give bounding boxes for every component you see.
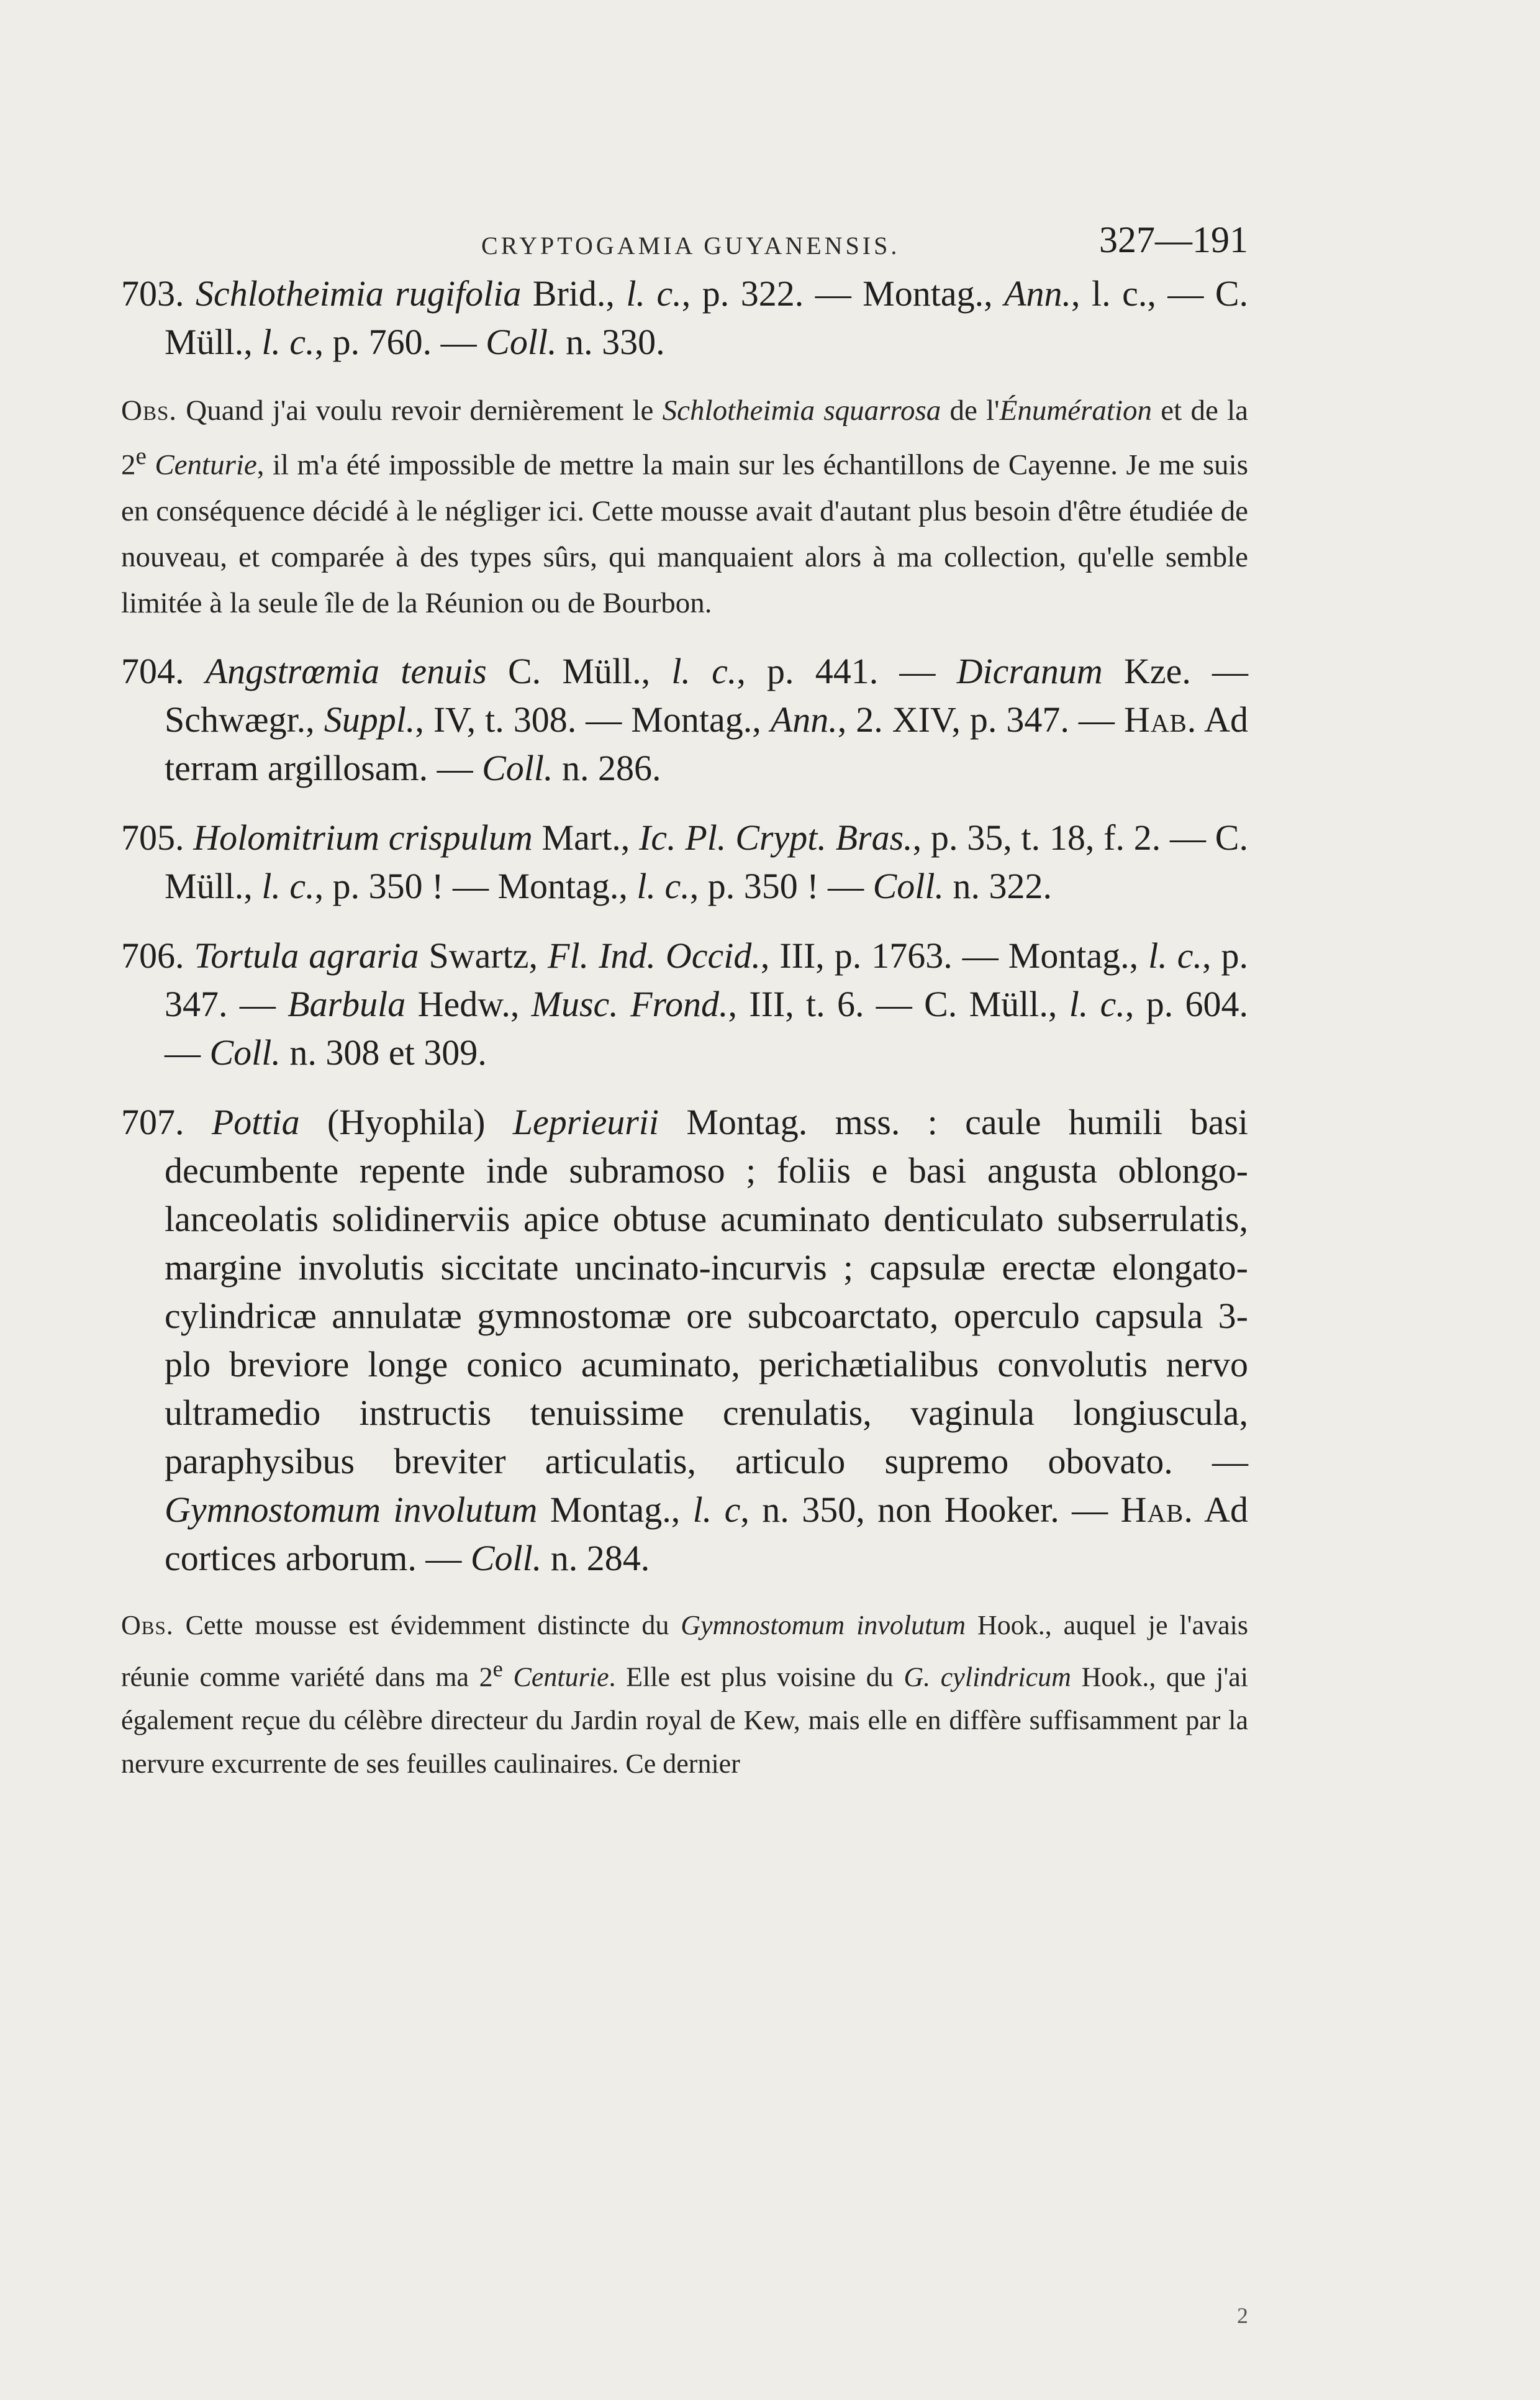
obs-italic: Centurie (513, 1661, 609, 1693)
citation-abbrev: Ann. (1004, 273, 1072, 314)
synonym-name: Gymnostomum involutum (165, 1489, 538, 1530)
obs-italic: Énumération (999, 394, 1153, 427)
signature-mark: 2 (1237, 2303, 1248, 2328)
citation-abbrev: l. c. (261, 865, 315, 906)
species-name: Tortula agraria (194, 935, 419, 976)
entry-706 (121, 932, 1248, 1077)
entry-text: , III, p. 1763. — Montag., (760, 935, 1149, 976)
running-head (121, 219, 1248, 262)
entry-number: 705. (121, 817, 184, 858)
species-name: Angstrœmia tenuis (205, 650, 487, 691)
genus-name: Pottia (211, 1101, 300, 1142)
superscript: e (492, 1655, 503, 1681)
citation-abbrev: Suppl. (324, 699, 415, 740)
entry-text: Ad cortices arborum. — (165, 1489, 1248, 1578)
observation-note (121, 1604, 1248, 1786)
running-title: CRYPTOGAMIA GUYANENSIS. (481, 232, 900, 260)
entry-705 (121, 814, 1248, 911)
citation-abbrev: l. c. (626, 273, 682, 314)
entry-text: n. 330. (556, 322, 665, 362)
citation-abbrev: Ann. (770, 699, 838, 740)
species-name: Holomitrium crispulum (193, 817, 533, 858)
obs-text: et de la 2 (121, 394, 1248, 481)
obs-italic: Centurie (155, 448, 257, 481)
obs-text: Cette mousse est évidemment distincte du (173, 1609, 681, 1640)
obs-italic: Gymnostomum involutum (681, 1609, 966, 1640)
collection-label: Coll. (872, 865, 944, 906)
superscript: e (135, 443, 147, 470)
entry-703 (121, 270, 1248, 366)
citation-abbrev: l. c. (636, 865, 690, 906)
entry-number: 707. (121, 1101, 184, 1142)
citation-abbrev: l. c. (671, 650, 737, 691)
obs-text: , il m'a été impossible de mettre la main sur les échantillons de Cayenne. Je me suis en conséquence décidé à le négliger ici. Cette mousse avait d'autant plus besoin d'être étudiée de nouveau, et comparée à des types sûrs, qui manquaient alors à ma collection, qu'elle semble limitée à la seule île de la Réunion ou de Bourbon. (121, 448, 1248, 619)
collection-label: Coll. (209, 1032, 281, 1073)
entry-text: , p. 760. — (314, 322, 486, 362)
species-description: Montag. mss. : caule humili basi decumbente repente inde subramoso ; foliis e basi angusta oblongo-lanceolatis solidinerviis apice obtuse acuminato denticulato subserrulatis, margine involutis siccitate uncinato-incurvis ; capsulæ erectæ elongato-cylindricæ annulatæ gymnostomæ ore subcoarctato, operculo capsula 3-plo breviore longe conico acuminato, perichætialibus convolutis nervo ultramedio instructis tenuissime crenulatis, vaginula longiuscula, paraphysibus breviter articulatis, articulo supremo obovato. — (165, 1101, 1248, 1481)
entry-text: n. 286. (553, 747, 661, 788)
entry-text: Ad terram argillosam. — (165, 699, 1249, 788)
entry-text: Swartz, (419, 935, 548, 976)
obs-label: Obs. (121, 1609, 174, 1640)
entry-number: 704. (121, 650, 184, 691)
entry-number: 706. (121, 935, 184, 976)
text-block (121, 219, 1249, 2328)
page-number: 327—191 (1099, 219, 1248, 260)
citation-abbrev: l. c. (261, 322, 315, 362)
obs-text: Quand j'ai voulu revoir dernièrement le (177, 394, 663, 427)
citation-abbrev: l. c. (1148, 935, 1203, 976)
entry-text: , p. 350 ! — Montag., (314, 865, 637, 906)
entry-text: , p. 441. — (736, 650, 957, 691)
citation-abbrev: l. c. (1069, 983, 1125, 1024)
entry-text: C. Müll., (486, 650, 672, 691)
entry-text: , l. c., — C. Müll., (165, 273, 1248, 362)
entry-text: Brid., (521, 273, 627, 314)
species-name: Leprieurii (512, 1101, 659, 1142)
entry-text: , IV, t. 308. — Montag., (415, 699, 771, 740)
citation-abbrev: Fl. Ind. Occid. (548, 935, 761, 976)
habitat-label: Hab. (1123, 699, 1197, 740)
collection-label: Coll. (486, 322, 557, 362)
habitat-label: Hab. (1120, 1489, 1194, 1530)
obs-text (147, 449, 155, 481)
entry-text: , p. 347. — (165, 935, 1249, 1024)
obs-italic: G. cylindricum (904, 1661, 1071, 1693)
entry-number: 703. (121, 273, 184, 314)
entry-text: n. 308 et 309. (280, 1032, 487, 1073)
entry-text: , n. 350, non Hooker. — (740, 1489, 1121, 1530)
entry-text: n. 322. (944, 865, 1053, 906)
observation-note (121, 388, 1248, 626)
citation-abbrev: Ic. Pl. Crypt. Bras. (639, 817, 913, 858)
entry-text: Montag., (537, 1489, 693, 1530)
entry-text: , p. 604. — (165, 983, 1249, 1073)
collection-label: Coll. (470, 1537, 542, 1578)
obs-text: Hook., auquel je l'avais réunie comme variété dans ma 2 (121, 1609, 1248, 1693)
entry-text: Mart., (532, 817, 640, 858)
entry-704 (121, 647, 1248, 793)
entry-text: , p. 350 ! — (689, 865, 873, 906)
obs-label: Obs. (121, 394, 178, 427)
entry-text: Hedw., (405, 983, 532, 1024)
entry-text: n. 284. (541, 1537, 650, 1578)
citation-abbrev: Musc. Frond. (531, 983, 728, 1024)
subgenus-name: (Hyophila) (299, 1101, 513, 1142)
obs-italic: Schlotheimia squarrosa (662, 394, 941, 427)
entry-text: Kze. — Schwægr., (165, 650, 1249, 740)
entry-text: , III, t. 6. — C. Müll., (728, 983, 1069, 1024)
collection-label: Coll. (482, 747, 553, 788)
entry-text: , 2. XIV, p. 347. — (837, 699, 1124, 740)
synonym-name: Barbula (288, 983, 406, 1024)
obs-text: de l' (941, 394, 1000, 427)
synonym-name: Dicranum (956, 650, 1103, 691)
citation-abbrev: l. c (692, 1489, 741, 1530)
entry-text: , p. 322. — Montag., (681, 273, 1005, 314)
obs-text: Hook., que j'ai également reçue du célèbre directeur du Jardin royal de Kew, mais elle en diffère suffisamment par la nervure excurrente de ses feuilles caulinaires. Ce dernier (121, 1661, 1249, 1780)
species-name: Schlotheimia rugifolia (195, 273, 522, 314)
entry-text: , p. 35, t. 18, f. 2. — C. Müll., (165, 817, 1248, 906)
obs-text (503, 1661, 514, 1692)
obs-text: . Elle est plus voisine du (609, 1661, 904, 1693)
entry-707 (121, 1098, 1248, 1583)
